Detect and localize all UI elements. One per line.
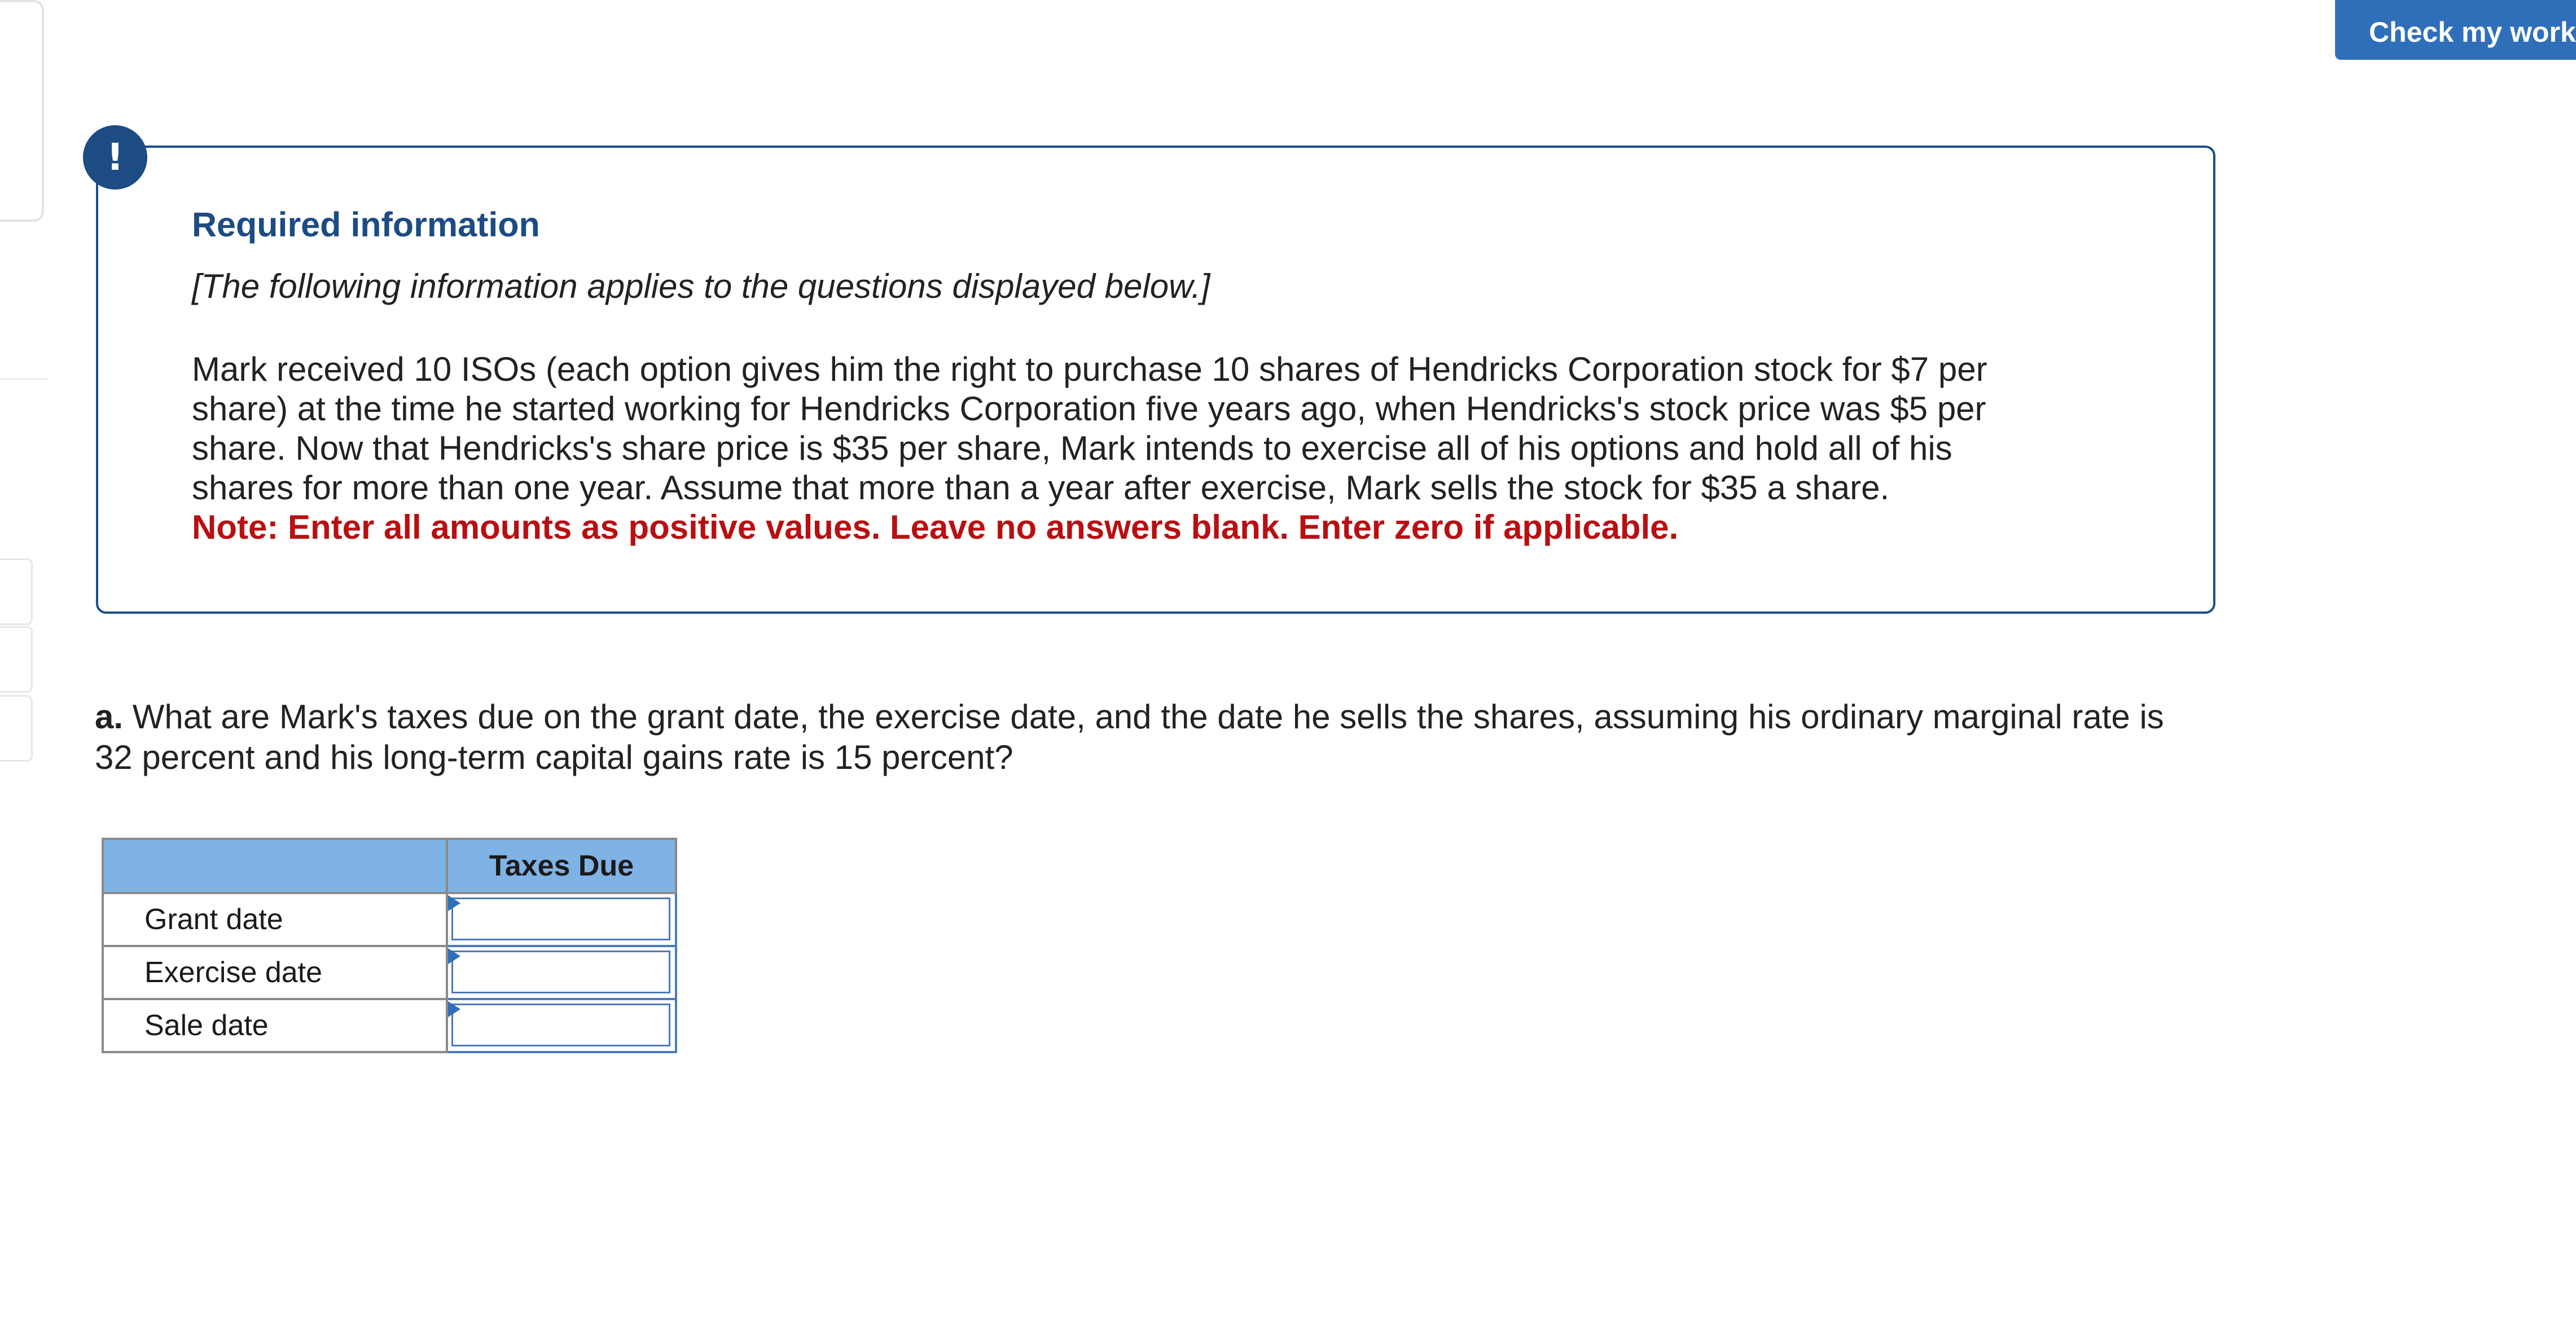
- sale-date-input[interactable]: [451, 1004, 670, 1046]
- cell-marker-icon: [448, 895, 460, 911]
- table-header-row: [103, 839, 676, 893]
- info-intro: [The following information applies to the questions displayed below.]: [192, 267, 1210, 305]
- question-text: What are Mark's taxes due on the grant date, the exercise date, and the date he sells the shares, assuming his ordinary marginal rate is 32 percent and his long-term capital gains rate is 15 percent?: [95, 698, 2164, 776]
- exercise-date-input[interactable]: [451, 951, 670, 993]
- instructions-note: Note: Enter all amounts as positive values. Leave no answers blank. Enter zero if applicable.: [192, 508, 1679, 546]
- grant-date-cell: [447, 893, 676, 946]
- problem-line: shares for more than one year. Assume that more than a year after exercise, Mark sells the stock for $35 a share.: [192, 469, 1890, 507]
- alert-icon: !: [83, 125, 147, 190]
- problem-text: [192, 350, 2156, 508]
- problem-line: share) at the time he started working for Hendricks Corporation five years ago, when Hendricks's stock price was $5 per: [192, 390, 1986, 428]
- row-label-header: [103, 839, 447, 893]
- side-nav-button-2[interactable]: [0, 626, 33, 693]
- cell-marker-icon: [448, 948, 460, 964]
- exercise-date-label: Exercise date: [103, 946, 447, 999]
- side-divider: [0, 378, 48, 380]
- table-row: [103, 893, 676, 946]
- taxes-due-table: [102, 838, 677, 1053]
- grant-date-label: Grant date: [103, 893, 447, 946]
- question-prefix: a.: [95, 698, 124, 736]
- sale-date-cell: [447, 999, 676, 1052]
- required-information-title: Required information: [192, 205, 540, 244]
- grant-date-input[interactable]: [451, 898, 670, 940]
- table-row: [103, 999, 676, 1052]
- table-row: [103, 946, 676, 999]
- side-nav-button-1[interactable]: [0, 558, 33, 625]
- problem-line: share. Now that Hendricks's share price is $35 per share, Mark intends to exercise all of his options and hold all of his: [192, 429, 1952, 467]
- side-nav-button-3[interactable]: [0, 695, 33, 762]
- cell-marker-icon: [448, 1001, 460, 1017]
- side-panel-edge: [0, 0, 44, 222]
- sale-date-label: Sale date: [103, 999, 447, 1052]
- problem-line: Mark received 10 ISOs (each option gives him the right to purchase 10 shares of Hendricks Corporation stock for $7 per: [192, 350, 1987, 388]
- check-my-work-button[interactable]: Check my work: [2335, 0, 2576, 60]
- question-a: [95, 697, 2205, 778]
- exercise-date-cell: [447, 946, 676, 999]
- taxes-due-header: Taxes Due: [447, 839, 676, 893]
